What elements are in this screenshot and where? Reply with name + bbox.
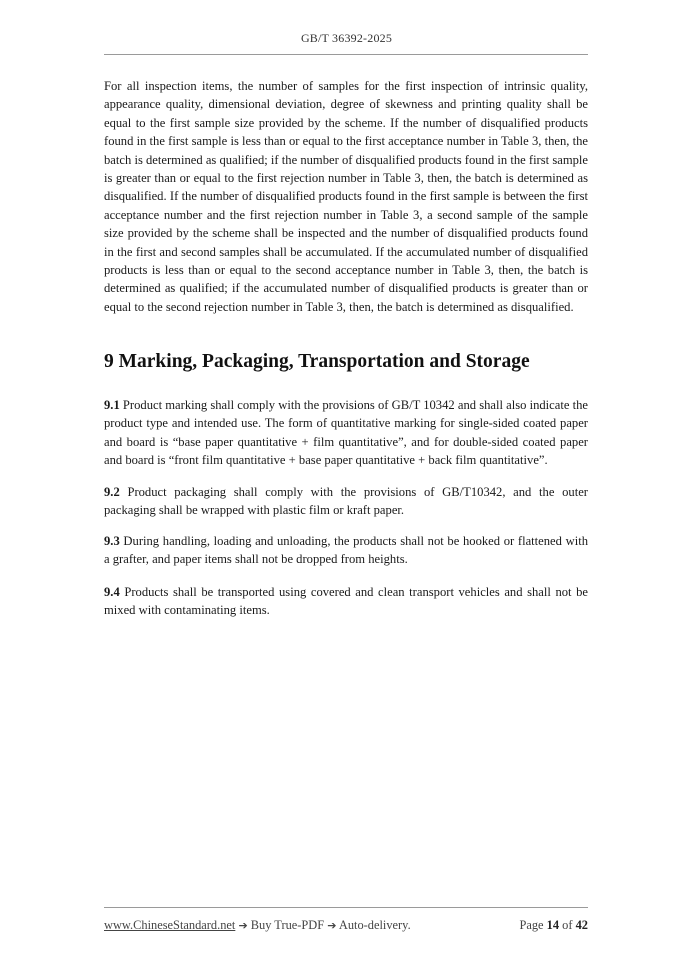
arrow-right-icon: ➔: [238, 919, 248, 932]
clause-text: During handling, loading and unloading, the products shall not be hooked or flattened with a grafter, and paper items shall not be dropped from heights.: [104, 534, 588, 567]
total-pages-number: 42: [575, 918, 588, 932]
arrow-right-icon: ➔: [327, 919, 337, 932]
clause-9-4: [104, 583, 588, 620]
clause-9-1: [104, 396, 588, 470]
clause-text: Product marking shall comply with the provisions of GB/T 10342 and shall also indicate the product type and intended use. The form of quantitative marking for single-sided coated paper and board is “base paper quantitative + film quantitative”, and for double-sided coated paper and board is “front film quantitative + base paper quantitative + back film quantitative”.: [104, 398, 588, 468]
auto-delivery-text: Auto-delivery.: [338, 918, 411, 932]
of-label: of: [562, 918, 573, 932]
clause-9-3: [104, 532, 588, 569]
page-indicator: [519, 918, 588, 933]
standard-code: GB/T 36392-2025: [300, 31, 393, 45]
footer-divider: [104, 907, 588, 908]
clause-number: 9.1: [104, 398, 120, 412]
buy-true-pdf-text: Buy True-PDF: [250, 918, 325, 932]
clause-number: 9.4: [104, 585, 120, 599]
clause-9-2: [104, 483, 588, 520]
clause-text: Products shall be transported using covered and clean transport vehicles and shall not be mixed with contaminating items.: [104, 585, 589, 618]
clause-text: Product packaging shall comply with the provisions of GB/T10342, and the outer packaging shall be wrapped with plastic film or kraft paper.: [104, 485, 588, 518]
clause-number: 9.3: [104, 534, 120, 548]
intro-paragraph: For all inspection items, the number of samples for the first inspection of intrinsic quality, appearance quality, dimensional deviation, degree of skewness and printing quality shall be equal to the first sample size provided by the scheme. If the number of disqualified products found in the first sample is less than or equal to the first acceptance number in Table 3, then, the batch is determined as qualified; if the number of disqualified products found in the first sample is greater than or equal to the first rejection number in Table 3, then, the batch is determined as disqualified. If the number of disqualified products found in the first sample is between the first acceptance number and the first rejection number in Table 3, a second sample of the sample size provided by the scheme shall be inspected and the number of disqualified products found in the first and second samples shall be accumulated. If the accumulated number of disqualified products is less than or equal to the second acceptance number in Table 3, then, the batch is determined as qualified; if the accumulated number of disqualified products is greater than or equal to the second rejection number in Table 3, then, the batch is determined as disqualified.: [104, 79, 588, 314]
footer-promo: [104, 918, 411, 933]
section-heading: 9 Marking, Packaging, Transportation and Storage: [104, 351, 530, 372]
document-header: [0, 31, 693, 46]
current-page-number: 14: [546, 918, 560, 932]
page-label: Page: [519, 918, 544, 932]
header-divider: [104, 54, 588, 55]
website-link[interactable]: www.ChineseStandard.net: [104, 918, 236, 932]
clause-number: 9.2: [104, 485, 120, 499]
